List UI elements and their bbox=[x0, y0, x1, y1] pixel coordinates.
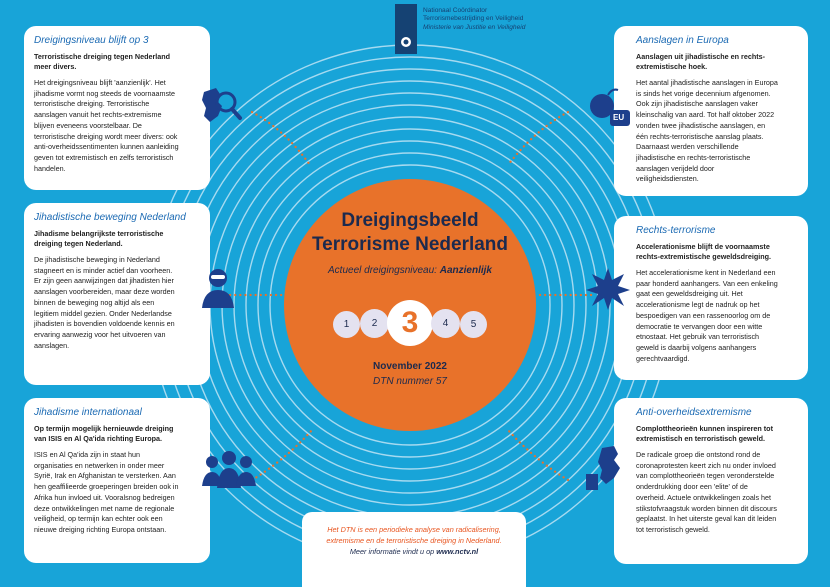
card-heading: Anti-overheidsextremisme bbox=[636, 407, 752, 418]
threat-level-scale bbox=[329, 300, 491, 346]
card-lead: Accelerationisme blijft de voornaamste rechts-extremistische geweldsdreiging. bbox=[636, 242, 772, 261]
card-heading: Dreigingsniveau blijft op 3 bbox=[34, 35, 149, 46]
map-fist-icon bbox=[582, 444, 630, 492]
netherlands-magnifier-icon bbox=[196, 82, 244, 130]
card-right-terrorism bbox=[614, 216, 808, 380]
eu-label: EU bbox=[613, 113, 625, 122]
crest-icon bbox=[399, 35, 413, 49]
card-lead: Op termijn mogelijk hernieuwde dreiging van ISIS en Al Qa'ida richting Europa. bbox=[34, 424, 174, 443]
card-body: Het dreigingsniveau blijft 'aanzienlijk'. Het jihadisme vormt nog steeds de voornaamste terroristische dreiging. Terroristische aanslagen vanuit het rechts-extremisme blijven eveneens voorstelbaar. De terroristische dreiging wordt meer divers: ook anti-overheidssentimenten kunnen aanleiding geven tot extremistisch en zelfs terroristisch handelen. bbox=[34, 78, 179, 173]
card-lead: Jihadisme belangrijkste terroristische dreiging tegen Nederland. bbox=[34, 229, 164, 248]
card-anti-government-extremism bbox=[614, 398, 808, 564]
card-heading: Jihadistische beweging Nederland bbox=[34, 212, 186, 223]
footer-line-1: Het DTN is een periodieke analyse van radicalisering, bbox=[327, 525, 501, 534]
footer-info bbox=[302, 512, 526, 587]
bomb-eu-icon bbox=[584, 84, 632, 132]
card-heading: Rechts-terrorisme bbox=[636, 225, 716, 236]
card-body: De radicale groep die ontstond rond de coronaprotesten keert zich nu onder invloed van complottheorieën tegen veronderstelde onderdrukking door een 'elite' of de overheid. Actuele ontwikkelingen zoals het stikstofvraagstuk worden binnen dit discours geplaatst. In het uiterste geval kan dit leiden tot terroristisch geweld. bbox=[636, 450, 778, 534]
threat-level-subtitle: Actueel dreigingsniveau: Aanzienlijk bbox=[328, 265, 492, 276]
org-name-line2: Terrorismebestrijding en Veiligheid bbox=[423, 15, 524, 23]
group-of-people-icon bbox=[200, 446, 258, 494]
level-4: 4 bbox=[431, 309, 460, 338]
explosion-icon bbox=[584, 264, 632, 312]
level-1: 1 bbox=[333, 311, 360, 338]
card-lead: Aanslagen uit jihadistische en rechts-extremistische hoek. bbox=[636, 52, 766, 71]
card-heading: Jihadisme internationaal bbox=[34, 407, 142, 418]
org-name-line1: Nationaal Coördinator bbox=[423, 7, 488, 14]
card-international-jihadism bbox=[24, 398, 210, 563]
card-body: De jihadistische beweging in Nederland stagneert en is minder actief dan voorheen. Er zijn geen aanwijzingen dat jihadisten hier aanslagen voorbereiden, maar deze worden binnen de beweging nog altijd als een legitiem middel gezien. Onder Nederlandse jihadisten is bovendien voldoende kennis en ervaring aanwezig voor het uitvoeren van aanslagen. bbox=[34, 255, 175, 350]
level-5: 5 bbox=[460, 311, 487, 338]
card-lead: Complottheorieën kunnen inspireren tot extremistisch en terroristisch geweld. bbox=[636, 424, 773, 443]
level-3-current: 3 bbox=[387, 300, 433, 346]
card-body: Het accelerationisme kent in Nederland een paar honderd aanhangers. Van een enkeling gaat een geweldsdreiging uit. Het accelerationisme legt de nadruk op het bespoedigen van een rassenoorlog om de democratie te vervangen door een witte etnostaat. Het gebruik van terroristisch geweld is daarbij volgens aanhangers gerechtvaardigd. bbox=[636, 268, 778, 363]
page-title: Dreigingsbeeld Terrorisme Nederland bbox=[311, 210, 509, 255]
crest-strip bbox=[395, 4, 417, 54]
card-threat-level bbox=[24, 26, 210, 190]
masked-person-icon bbox=[196, 264, 244, 312]
card-body: Het aantal jihadistische aanslagen in Europa is sinds het vorige decennium afgenomen. Ook zijn jihadistische aanslagen vaker kleinschalig van aard. Tot half oktober 2022 vonden twee jihadistische aanslagen, en één rechts-terroristische aanslag plaats. Daarnaast werden verschillende jihadistische en rechts-terroristische aanslagen verijdeld door veiligheidsdiensten. bbox=[636, 78, 778, 184]
card-heading: Aanslagen in Europa bbox=[636, 35, 729, 46]
government-logo bbox=[395, 0, 555, 54]
ministry-name: Ministerie van Justitie en Veiligheid bbox=[423, 23, 526, 31]
footer-line-2: extremisme en de terroristische dreiging in Nederland. bbox=[326, 536, 502, 545]
card-jihadist-movement bbox=[24, 203, 210, 385]
card-lead: Terroristische dreiging tegen Nederland meer divers. bbox=[34, 52, 171, 71]
card-body: ISIS en Al Qa'ida zijn in staat hun organisaties en netwerken in onder meer Syrië, Irak en Afghanistan te versterken. Aan hen geaffilieerde groeperingen breiden ook in Afrika hun invloed uit. Vooralsnog bedreigen deze ontwikkelingen met name de regionale veiligheid, op termijn kan echter ook een nieuwe dreiging richting Europa ontstaan. bbox=[34, 450, 179, 534]
card-attacks-europe bbox=[614, 26, 808, 196]
footer-url-link[interactable]: www.nctv.nl bbox=[436, 547, 479, 556]
level-2: 2 bbox=[360, 309, 389, 338]
footer-line-3: Meer informatie vindt u op www.nctv.nl bbox=[349, 547, 479, 556]
report-date: November 2022 bbox=[373, 361, 447, 372]
dtn-number: DTN nummer 57 bbox=[373, 376, 447, 387]
